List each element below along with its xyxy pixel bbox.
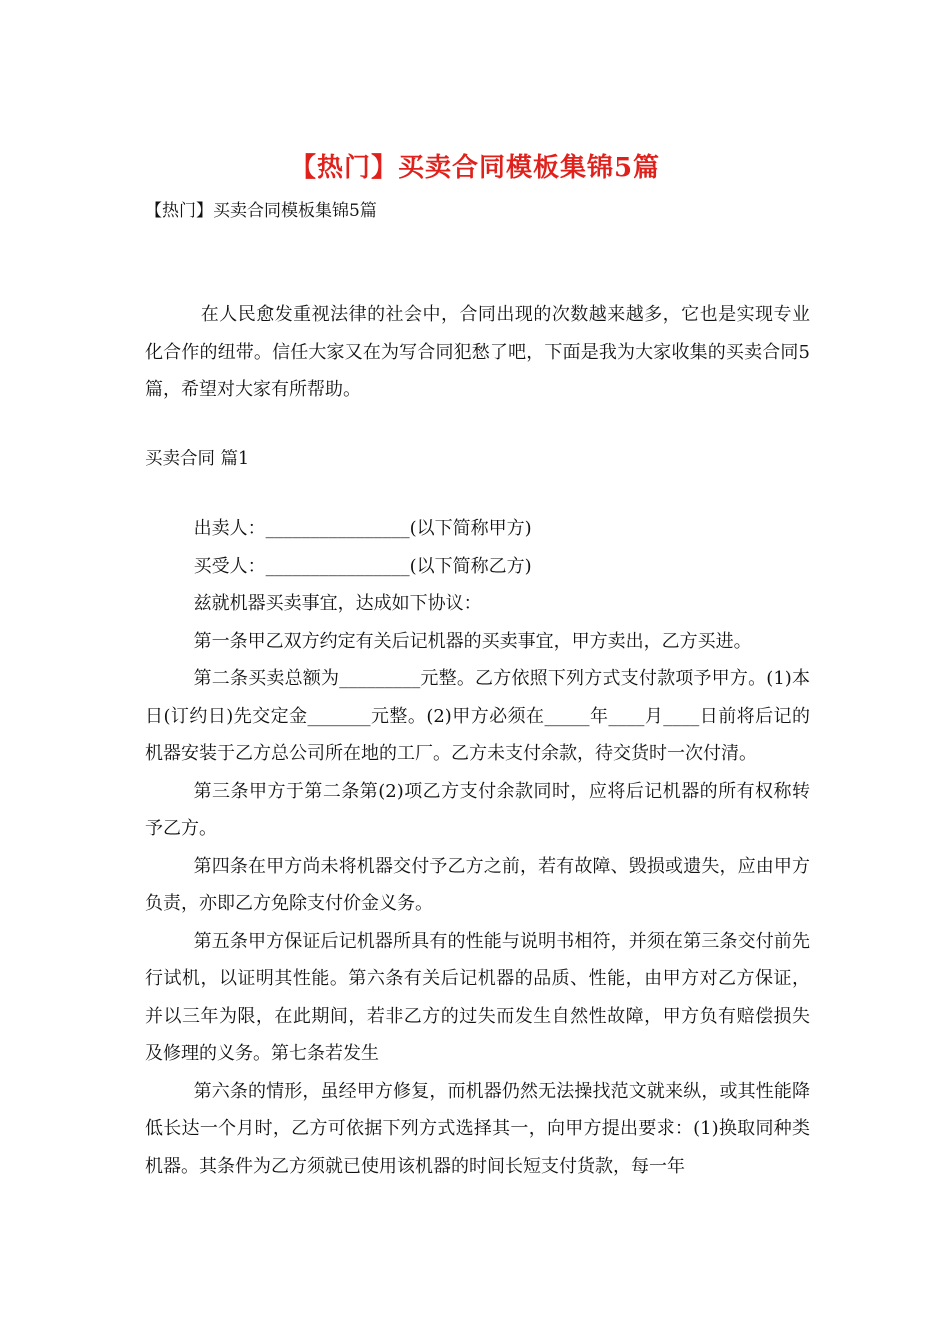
section-heading: 买卖合同 篇1	[145, 449, 250, 469]
contract-paragraph: 第六条的情形，虽经甲方修复，而机器仍然无法操找范文就来纵，或其性能降低长达一个月时，乙方可依据下列方式选择其一，向甲方提出要求：(1)换取同种类机器。其条件为乙方须就已使用该机器的时间长短支付货款，每一年	[145, 1080, 810, 1177]
contract-paragraph: 第一条甲乙双方约定有关后记机器的买卖事宜，甲方卖出，乙方买进。	[193, 630, 752, 652]
contract-paragraph: 兹就机器买卖事宜，达成如下协议：	[193, 593, 482, 614]
contract-paragraph: 第四条在甲方尚未将机器交付予乙方之前，若有故障、毁损或遗失，应由甲方负责，亦即乙方免除支付价金义务。	[145, 855, 810, 914]
intro-paragraph: 在人民愈发重视法律的社会中，合同出现的次数越来越多，它也是实现专业化合作的纽带。信任大家又在为写合同犯愁了吧，下面是我为大家收集的买卖合同5篇，希望对大家有所帮助。	[145, 304, 810, 400]
contract-paragraph: 第二条买卖总额为_________元整。乙方依照下列方式支付款项予甲方。(1)本日(订约日)先交定金_______元整。(2)甲方必须在_____年____月____日前将后记的机器安装于乙方总公司所在地的工厂。乙方未支付余款，待交货时一次付清。	[145, 668, 810, 764]
document-title: 【热门】买卖合同模板集锦5篇	[289, 153, 661, 183]
intro-paragraph-block	[145, 296, 810, 409]
contract-paragraph: 买受人：________________(以下简称乙方)	[193, 555, 532, 577]
contract-paragraph: 第五条甲方保证后记机器所具有的性能与说明书相符，并须在第三条交付前先行试机，以证明其性能。第六条有关后记机器的品质、性能，由甲方对乙方保证，并以三年为限，在此期间，若非乙方的过失而发生自然性故障，甲方负有赔偿损失及修理的义务。第七条若发生	[145, 930, 810, 1064]
contract-body	[145, 510, 810, 1185]
document-subtitle: 【热门】买卖合同模板集锦5篇	[145, 201, 377, 221]
contract-paragraph: 第三条甲方于第二条第(2)项乙方支付余款同时，应将后记机器的所有权称转予乙方。	[145, 780, 810, 839]
contract-paragraph: 出卖人：________________(以下简称甲方)	[193, 518, 532, 539]
